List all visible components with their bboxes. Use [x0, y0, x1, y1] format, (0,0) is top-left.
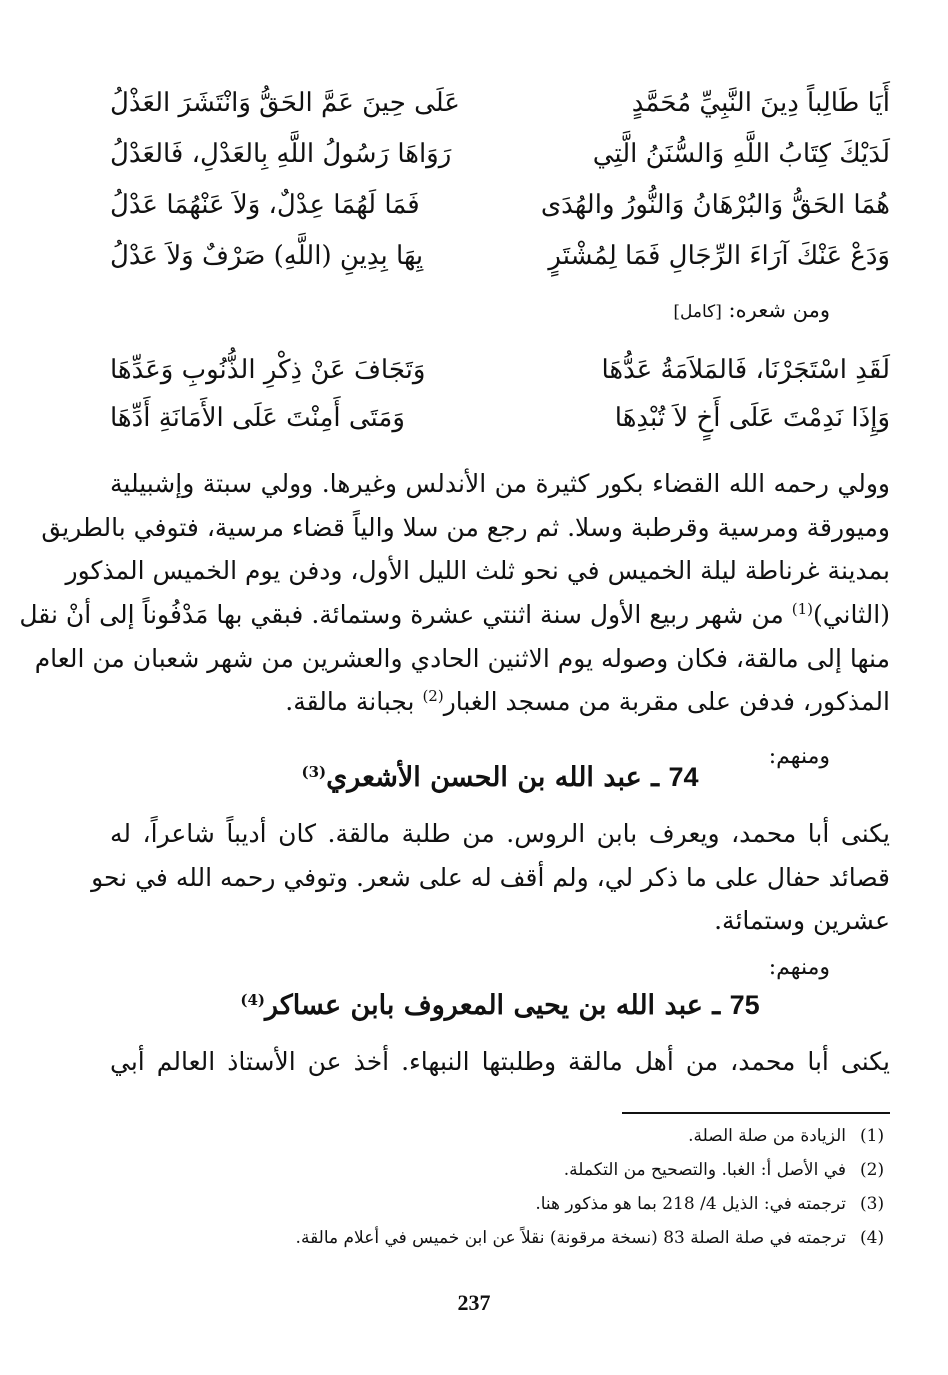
footnote-text: الزيادة من صلة الصلة. — [688, 1126, 846, 1146]
poem-intro-label: ومن شعره: — [728, 298, 830, 322]
entry-heading — [110, 990, 890, 1021]
verse-line — [110, 344, 890, 396]
page-number: 237 — [457, 1290, 491, 1315]
verse-line — [110, 77, 890, 129]
verse-second-hemistich: وَتَجَافَ عَنْ ذِكْرِ الذُّنُوبِ وَعَدِّهَا — [110, 355, 426, 385]
verse-first-hemistich: وَإِذَا نَدِمْتَ عَلَى أَخٍ لاَ تُبْدِهَا — [614, 403, 890, 433]
entry-heading — [110, 762, 890, 793]
verse-line — [110, 179, 890, 231]
verse-second-hemistich: رَوَاهَا رَسُولُ اللَّهِ بِالعَدْلِ، فَالعَدْلُ — [110, 139, 452, 169]
verse-first-hemistich: وَدَعْ عَنْكَ آرَاءَ الرِّجَالِ فَمَا لِمُشْتَرٍ — [548, 241, 890, 271]
footnote-ref: (2) — [422, 687, 444, 706]
inline-text: المذكور، فدفن على مقربة من مسجد الغبار — [443, 687, 890, 717]
verse-first-hemistich: هُمَا الحَقُّ وَالبُرْهَانُ وَالنُّورُ والهُدَى — [540, 190, 890, 220]
paragraph-line: منها إلى مالقة، فكان وصوله يوم الاثنين الحادي والعشرين من شهر شعبان من العام — [34, 643, 890, 673]
footnote-ref: (1) — [791, 600, 813, 619]
inline-text: (الثاني) — [812, 600, 890, 630]
footnote-number: (2) — [860, 1160, 885, 1180]
biography-paragraph — [110, 1040, 890, 1084]
verse-second-hemistich: وَمَتَى أَمِنْتَ عَلَى الأَمَانَةِ أَدِّهَا — [110, 403, 405, 433]
footnote-ref: (4) — [240, 991, 265, 1009]
meter-tag: [كامل] — [673, 302, 722, 322]
paragraph-line: يكنى أبا محمد، ويعرف بابن الروس. من طلبة مالقة. كان أديباً شاعراً، له — [110, 819, 890, 848]
verse-line — [110, 230, 890, 282]
footnote-text: في الأصل أ: الغبا. والتصحيح من التكملة. — [563, 1160, 846, 1180]
verse-first-hemistich: لَقَدِ اسْتَجَرْنَا، فَالمَلاَمَةُ عَدُّهَا — [601, 355, 890, 385]
footnote-text: ترجمته في صلة الصلة 83 (نسخة مرقونة) نقلاً عن ابن خميس في أعلام مالقة. — [295, 1228, 846, 1248]
entry-title: ـ عبد الله بن الحسن الأشعري — [326, 762, 669, 793]
footnote-number: (1) — [860, 1126, 885, 1146]
paragraph-line: وميورقة ومرسية وقرطبة وسلا. ثم رجع من سلا والياً قضاء مرسية، فتوفي بالطريق — [41, 512, 890, 542]
paragraph-line: قصائد حفال على ما ذكر لي، ولم أقف له على شعر. وتوفي رحمه الله في نحو — [91, 862, 890, 892]
footnote-number: (3) — [860, 1194, 885, 1214]
biography-paragraph — [91, 812, 890, 943]
footnote — [130, 1160, 890, 1180]
entry-number: 74 — [668, 762, 699, 792]
paragraph-line — [110, 680, 890, 724]
biography-paragraph — [19, 462, 890, 724]
entry-title: ـ عبد الله بن يحيى المعروف بابن عساكر — [264, 990, 730, 1021]
verse-line — [110, 128, 890, 180]
verse-first-hemistich: لَدَيْكَ كِتَابُ اللَّهِ وَالسُّنَنُ الَّتِي — [592, 139, 890, 169]
verse-line — [110, 392, 890, 444]
footnote — [130, 1126, 890, 1146]
verse-first-hemistich: أَيَا طَالِباً دِينَ النَّبِيِّ مُحَمَّدٍ — [631, 88, 890, 118]
verse-second-hemistich: فَمَا لَهُمَا عِدْلٌ، وَلاَ عَنْهُمَا عَدْلُ — [110, 190, 420, 220]
section-intro-label: ومنهم: — [768, 744, 830, 769]
paragraph-line: يكنى أبا محمد، من أهل مالقة وطلبتها النبهاء. أخذ عن الأستاذ العالم أبي — [110, 1047, 890, 1076]
footnote — [130, 1194, 890, 1214]
paragraph-line — [19, 593, 890, 637]
footnote-text: ترجمته في: الذيل 4/ 218 بما هو مذكور هنا. — [535, 1194, 846, 1214]
inline-text: بجبانة مالقة. — [285, 687, 423, 717]
paragraph-line: وولي رحمه الله القضاء بكور كثيرة من الأندلس وغيرها. وولي سبتة وإشبيلية — [110, 469, 890, 498]
verse-second-hemistich: عَلَى حِينَ عَمَّ الحَقُّ وَانْتَشَرَ العَذْلُ — [110, 88, 460, 118]
paragraph-line: بمدينة غرناطة ليلة الخميس في نحو ثلث الليل الأول، ودفن يوم الخميس المذكور — [65, 556, 890, 586]
verse-second-hemistich: يِهَا بِدِينِ (اللَّهِ) صَرْفٌ وَلاَ عَدْلُ — [110, 241, 424, 271]
footnote-ref: (3) — [301, 763, 327, 781]
paragraph-line: عشرين وستمائة. — [714, 906, 890, 936]
inline-text: من شهر ربيع الأول سنة اثنتي عشرة وستمائة. فبقي بها مَدْفُوناً إلى أنْ نقل — [19, 600, 792, 630]
section-intro-label: ومنهم: — [768, 955, 830, 980]
footnote-number: (4) — [860, 1228, 885, 1248]
entry-number: 75 — [729, 990, 760, 1020]
footnote-divider — [622, 1112, 890, 1114]
footnote — [130, 1228, 890, 1248]
poem-intro — [673, 298, 830, 322]
